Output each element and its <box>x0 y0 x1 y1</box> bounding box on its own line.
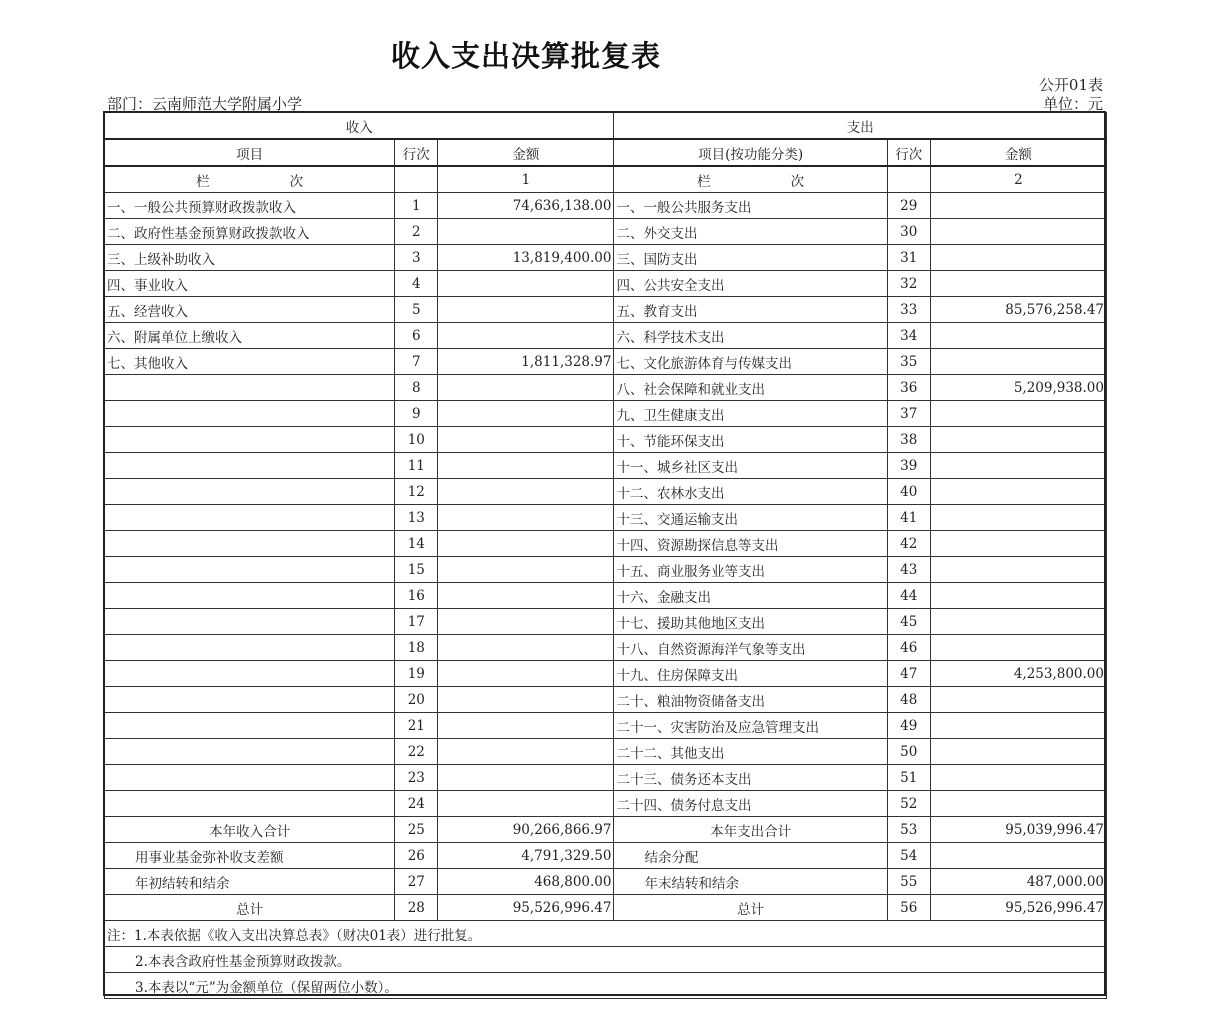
income-amount: 95,526,996.47 <box>438 895 614 921</box>
income-row-no: 4 <box>395 271 438 297</box>
expense-amount <box>930 427 1106 453</box>
department-label: 部门：云南师范大学附属小学 <box>107 95 303 113</box>
expense-item: 二十一、灾害防治及应急管理支出 <box>614 713 887 739</box>
expense-item: 四、公共安全支出 <box>614 271 887 297</box>
income-amount: 74,636,138.00 <box>438 193 614 219</box>
expense-item: 十九、住房保障支出 <box>614 661 887 687</box>
income-item <box>105 505 395 531</box>
expense-amount <box>930 245 1106 271</box>
amount-header: 金额 <box>438 139 614 166</box>
income-item: 五、经营收入 <box>105 297 395 323</box>
expense-amount: 5,209,938.00 <box>930 375 1106 401</box>
expense-item: 七、文化旅游体育与传媒支出 <box>614 349 887 375</box>
income-amount <box>438 401 614 427</box>
income-row-no: 14 <box>395 531 438 557</box>
expense-amount: 95,039,996.47 <box>930 817 1106 843</box>
income-item: 七、其他收入 <box>105 349 395 375</box>
expense-item: 六、科学技术支出 <box>614 323 887 349</box>
expense-item: 十六、金融支出 <box>614 583 887 609</box>
expense-amount <box>930 479 1106 505</box>
income-item <box>105 713 395 739</box>
expense-item: 二十三、债务还本支出 <box>614 765 887 791</box>
expense-item: 十八、自然资源海洋气象等支出 <box>614 635 887 661</box>
expense-row-no: 49 <box>887 713 930 739</box>
table-row <box>105 401 1107 427</box>
column-label: 栏 次 <box>614 166 887 193</box>
expense-amount: 487,000.00 <box>930 869 1106 895</box>
income-summary-item: 总计 <box>105 895 395 921</box>
expense-row-no: 56 <box>887 895 930 921</box>
income-row-no: 28 <box>395 895 438 921</box>
income-amount <box>438 505 614 531</box>
row-no-header: 行次 <box>887 139 930 166</box>
income-row-no: 9 <box>395 401 438 427</box>
expense-amount <box>930 687 1106 713</box>
income-amount <box>438 375 614 401</box>
income-row-no: 16 <box>395 583 438 609</box>
expense-item: 五、教育支出 <box>614 297 887 323</box>
income-summary-item: 年初结转和结余 <box>105 869 395 895</box>
expense-row-no: 54 <box>887 843 930 869</box>
expense-row-no: 43 <box>887 557 930 583</box>
income-item: 六、附属单位上缴收入 <box>105 323 395 349</box>
table-row <box>105 557 1107 583</box>
table-row <box>105 661 1107 687</box>
income-row-no: 27 <box>395 869 438 895</box>
income-row-no: 3 <box>395 245 438 271</box>
income-item <box>105 661 395 687</box>
income-amount <box>438 453 614 479</box>
income-row-no: 2 <box>395 219 438 245</box>
expense-amount <box>930 271 1106 297</box>
table-row <box>105 635 1107 661</box>
expense-row-no: 34 <box>887 323 930 349</box>
income-row-no: 11 <box>395 453 438 479</box>
expense-amount <box>930 583 1106 609</box>
table-note: 3.本表以“元”为金额单位（保留两位小数）。 <box>105 973 1107 999</box>
income-item: 四、事业收入 <box>105 271 395 297</box>
table-row <box>105 245 1107 271</box>
income-amount <box>438 323 614 349</box>
income-item <box>105 687 395 713</box>
expense-item: 三、国防支出 <box>614 245 887 271</box>
table-note: 注：1.本表依据《收入支出决算总表》（财决01表）进行批复。 <box>105 921 1107 947</box>
expense-amount <box>930 557 1106 583</box>
expense-row-no: 33 <box>887 297 930 323</box>
expense-amount <box>930 609 1106 635</box>
expense-amount <box>930 713 1106 739</box>
expense-row-no: 51 <box>887 765 930 791</box>
income-row-no: 21 <box>395 713 438 739</box>
expense-row-no: 38 <box>887 427 930 453</box>
income-item <box>105 479 395 505</box>
income-row-no: 13 <box>395 505 438 531</box>
table-row <box>105 323 1107 349</box>
expense-item: 二十四、债务付息支出 <box>614 791 887 817</box>
income-amount <box>438 609 614 635</box>
expense-row-no: 45 <box>887 609 930 635</box>
income-amount <box>438 557 614 583</box>
item-header: 项目 <box>105 139 395 166</box>
table-row <box>105 713 1107 739</box>
income-amount <box>438 271 614 297</box>
budget-table <box>104 112 1107 999</box>
expense-item: 十一、城乡社区支出 <box>614 453 887 479</box>
income-amount <box>438 791 614 817</box>
expense-amount <box>930 323 1106 349</box>
income-row-no: 12 <box>395 479 438 505</box>
table-row <box>105 739 1107 765</box>
section-header-row <box>105 113 1107 140</box>
income-amount <box>438 635 614 661</box>
income-amount <box>438 531 614 557</box>
income-amount <box>438 427 614 453</box>
column-number: 2 <box>930 166 1106 193</box>
expense-row-no: 55 <box>887 869 930 895</box>
expense-row-no: 32 <box>887 271 930 297</box>
table-row <box>105 687 1107 713</box>
expense-summary-item: 结余分配 <box>614 843 887 869</box>
expense-amount <box>930 791 1106 817</box>
table-row <box>105 193 1107 219</box>
income-amount: 13,819,400.00 <box>438 245 614 271</box>
note-row <box>105 973 1107 999</box>
income-amount: 4,791,329.50 <box>438 843 614 869</box>
table-row <box>105 297 1107 323</box>
income-summary-item: 用事业基金弥补收支差额 <box>105 843 395 869</box>
expense-row-no: 29 <box>887 193 930 219</box>
income-item <box>105 453 395 479</box>
column-header-row <box>105 139 1107 166</box>
table-row <box>105 427 1107 453</box>
summary-row <box>105 869 1107 895</box>
summary-row <box>105 817 1107 843</box>
expense-item: 二十、粮油物资储备支出 <box>614 687 887 713</box>
table-row <box>105 479 1107 505</box>
income-item <box>105 375 395 401</box>
table-row <box>105 271 1107 297</box>
summary-row <box>105 895 1107 921</box>
income-item <box>105 791 395 817</box>
income-summary-item: 本年收入合计 <box>105 817 395 843</box>
expense-amount <box>930 453 1106 479</box>
note-row <box>105 921 1107 947</box>
income-row-no: 15 <box>395 557 438 583</box>
summary-row <box>105 843 1107 869</box>
income-amount <box>438 219 614 245</box>
expense-row-no: 39 <box>887 453 930 479</box>
form-number: 公开01表 <box>1038 76 1103 94</box>
income-item: 三、上级补助收入 <box>105 245 395 271</box>
table-row <box>105 531 1107 557</box>
table-row <box>105 609 1107 635</box>
expense-amount <box>930 531 1106 557</box>
expense-item: 十、节能环保支出 <box>614 427 887 453</box>
expense-item: 一、一般公共服务支出 <box>614 193 887 219</box>
table-note: 2.本表含政府性基金预算财政拨款。 <box>105 947 1107 973</box>
expense-item: 八、社会保障和就业支出 <box>614 375 887 401</box>
expense-row-no: 52 <box>887 791 930 817</box>
expense-item: 十五、商业服务业等支出 <box>614 557 887 583</box>
expense-row-no: 41 <box>887 505 930 531</box>
income-amount <box>438 713 614 739</box>
page-title: 收入支出决算批复表 <box>390 39 661 73</box>
expense-row-no: 47 <box>887 661 930 687</box>
expense-amount <box>930 193 1106 219</box>
expense-amount <box>930 219 1106 245</box>
income-item <box>105 583 395 609</box>
income-row-no: 19 <box>395 661 438 687</box>
table-row <box>105 219 1107 245</box>
expense-item: 二十二、其他支出 <box>614 739 887 765</box>
expense-row-no: 30 <box>887 219 930 245</box>
expense-row-no: 37 <box>887 401 930 427</box>
expense-amount: 85,576,258.47 <box>930 297 1106 323</box>
income-row-no: 6 <box>395 323 438 349</box>
income-amount <box>438 739 614 765</box>
expense-item: 十三、交通运输支出 <box>614 505 887 531</box>
expense-row-no: 44 <box>887 583 930 609</box>
income-row-no: 1 <box>395 193 438 219</box>
column-number: 1 <box>438 166 614 193</box>
income-item: 一、一般公共预算财政拨款收入 <box>105 193 395 219</box>
expense-amount <box>930 401 1106 427</box>
row-no-header: 行次 <box>395 139 438 166</box>
expense-row-no: 35 <box>887 349 930 375</box>
expense-item: 十七、援助其他地区支出 <box>614 609 887 635</box>
expense-summary-item: 年末结转和结余 <box>614 869 887 895</box>
expense-summary-item: 本年支出合计 <box>614 817 887 843</box>
income-row-no: 24 <box>395 791 438 817</box>
income-item <box>105 427 395 453</box>
expense-item: 二、外交支出 <box>614 219 887 245</box>
empty-cell <box>395 166 438 193</box>
expense-row-no: 53 <box>887 817 930 843</box>
income-amount <box>438 687 614 713</box>
income-row-no: 26 <box>395 843 438 869</box>
column-label: 栏 次 <box>105 166 395 193</box>
income-amount <box>438 583 614 609</box>
income-item: 二、政府性基金预算财政拨款收入 <box>105 219 395 245</box>
expense-amount <box>930 349 1106 375</box>
income-row-no: 18 <box>395 635 438 661</box>
income-amount: 1,811,328.97 <box>438 349 614 375</box>
expense-amount <box>930 739 1106 765</box>
expense-amount <box>930 635 1106 661</box>
income-item <box>105 765 395 791</box>
table-row <box>105 583 1107 609</box>
expense-amount: 4,253,800.00 <box>930 661 1106 687</box>
income-item <box>105 557 395 583</box>
income-row-no: 22 <box>395 739 438 765</box>
expense-amount <box>930 505 1106 531</box>
income-row-no: 20 <box>395 687 438 713</box>
expense-row-no: 31 <box>887 245 930 271</box>
income-amount: 90,266,866.97 <box>438 817 614 843</box>
expense-item: 十四、资源勘探信息等支出 <box>614 531 887 557</box>
income-header: 收入 <box>105 113 614 140</box>
income-amount: 468,800.00 <box>438 869 614 895</box>
table-row <box>105 765 1107 791</box>
expense-amount: 95,526,996.47 <box>930 895 1106 921</box>
unit-label: 单位：元 <box>1042 95 1103 113</box>
income-amount <box>438 661 614 687</box>
expense-row-no: 48 <box>887 687 930 713</box>
expense-item: 十二、农林水支出 <box>614 479 887 505</box>
income-row-no: 10 <box>395 427 438 453</box>
table-row <box>105 453 1107 479</box>
income-row-no: 23 <box>395 765 438 791</box>
income-amount <box>438 297 614 323</box>
table-row <box>105 375 1107 401</box>
table-row <box>105 505 1107 531</box>
income-item <box>105 739 395 765</box>
expense-row-no: 40 <box>887 479 930 505</box>
income-row-no: 5 <box>395 297 438 323</box>
expense-amount <box>930 765 1106 791</box>
income-item <box>105 531 395 557</box>
note-row <box>105 947 1107 973</box>
expense-row-no: 42 <box>887 531 930 557</box>
expense-header: 支出 <box>614 113 1107 140</box>
income-row-no: 8 <box>395 375 438 401</box>
income-row-no: 25 <box>395 817 438 843</box>
income-item <box>105 635 395 661</box>
amount-header: 金额 <box>930 139 1106 166</box>
expense-item: 九、卫生健康支出 <box>614 401 887 427</box>
table-row <box>105 349 1107 375</box>
income-row-no: 7 <box>395 349 438 375</box>
income-row-no: 17 <box>395 609 438 635</box>
expense-row-no: 36 <box>887 375 930 401</box>
expense-row-no: 50 <box>887 739 930 765</box>
income-item <box>105 401 395 427</box>
income-amount <box>438 479 614 505</box>
item-func-header: 项目(按功能分类) <box>614 139 887 166</box>
table-row <box>105 791 1107 817</box>
empty-cell <box>887 166 930 193</box>
expense-row-no: 46 <box>887 635 930 661</box>
expense-amount <box>930 843 1106 869</box>
expense-summary-item: 总计 <box>614 895 887 921</box>
income-item <box>105 609 395 635</box>
column-number-row <box>105 166 1107 193</box>
income-amount <box>438 765 614 791</box>
